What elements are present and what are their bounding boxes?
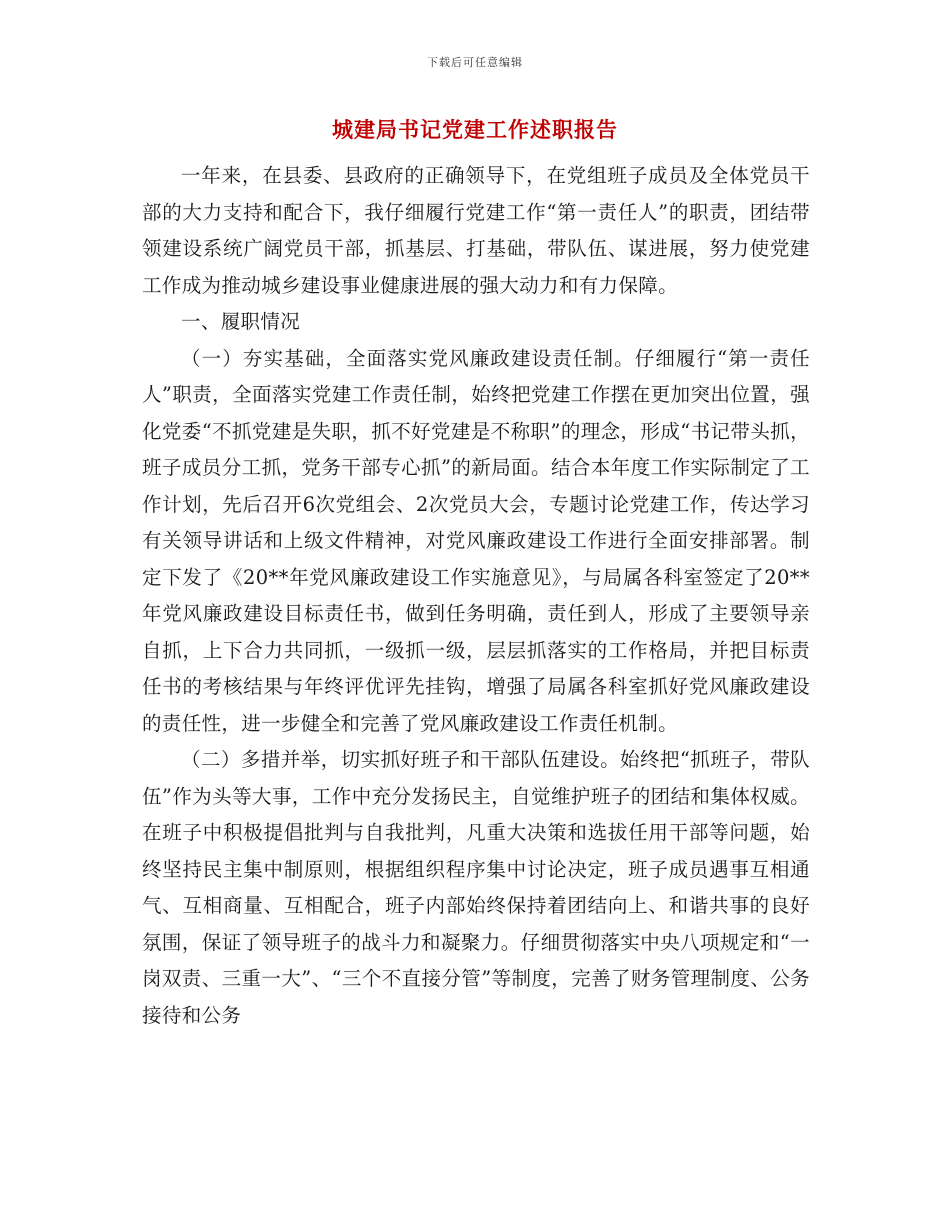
header-note: 下载后可任意编辑 <box>427 56 523 69</box>
paragraph-item-1: （一）夯实基础，全面落实党风廉政建设责任制。仔细履行“第一责任人”职责，全面落实党建工作责任制，始终把党建工作摆在更加突出位置，强化党委“不抓党建是失职，抓不好党建是不称职”的理念，形成“书记带头抓，班子成员分工抓，党务干部专心抓”的新局面。结合本年度工作实际制定了工作计划，先后召开6次党组会、2次党员大会，专题讨论党建工作，传达学习有关领导讲话和上级文件精神，对党风廉政建设工作进行全面安排部署。制定下发了《20**年党风廉政建设工作实施意见》，与局属各科室签定了20**年党风廉政建设目标责任书，做到任务明确，责任到人，形成了主要领导亲自抓，上下合力共同抓，一级抓一级，层层抓落实的工作格局，并把目标责任书的考核结果与年终评优评先挂钩，增强了局属各科室抓好党风廉政建设的责任性，进一步健全和完善了党风廉政建设工作责任机制。 <box>142 346 810 735</box>
document-body <box>142 158 810 1034</box>
document-title: 城建局书记党建工作述职报告 <box>332 117 618 142</box>
section-heading-duties: 一、履职情况 <box>181 310 301 333</box>
paragraph-item-2: （二）多措并举，切实抓好班子和干部队伍建设。始终把“抓班子，带队伍”作为头等大事，工作中充分发扬民主，自觉维护班子的团结和集体权威。在班子中积极提倡批判与自我批判，凡重大决策和选拔任用干部等问题，始终坚持民主集中制原则，根据组织程序集中讨论决定，班子成员遇事互相通气、互相商量、互相配合，班子内部始终保持着团结向上、和谐共事的良好氛围，保证了领导班子的战斗力和凝聚力。仔细贯彻落实中央八项规定和“一岗双责、三重一大”、“三个不直接分管”等制度，完善了财务管理制度、公务接待和公务 <box>142 748 810 1027</box>
paragraph-intro: 一年来，在县委、县政府的正确领导下，在党组班子成员及全体党员干部的大力支持和配合下，我仔细履行党建工作“第一责任人”的职责，团结带领建设系统广阔党员干部，抓基层、打基础，带队伍、谋进展，努力使党建工作成为推动城乡建设事业健康进展的强大动力和有力保障。 <box>142 164 810 297</box>
